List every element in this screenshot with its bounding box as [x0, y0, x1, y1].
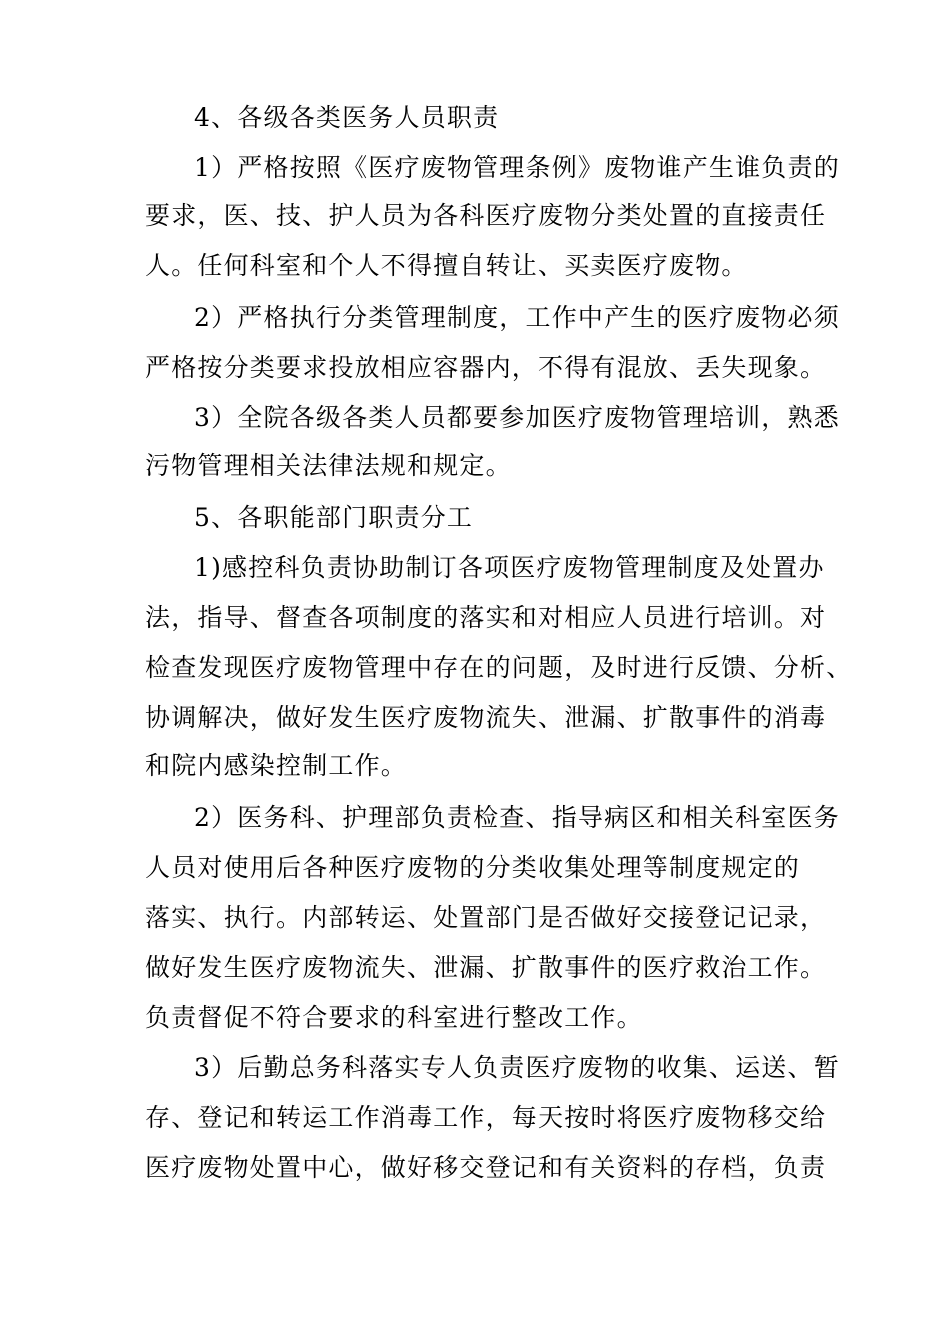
paragraph-line: 1）严格按照《医疗废物管理条例》废物谁产生谁负责的	[194, 153, 840, 182]
paragraph-line: 人。任何科室和个人不得擅自转让、买卖医疗废物。	[145, 251, 748, 280]
paragraph-line: 污物管理相关法律法规和规定。	[145, 451, 512, 480]
paragraph-line: 3）后勤总务科落实专人负责医疗废物的收集、运送、暂	[194, 1053, 840, 1082]
paragraph-line: 落实、执行。内部转运、处置部门是否做好交接登记记录，	[145, 903, 827, 932]
paragraph-line: 人员对使用后各种医疗废物的分类收集处理等制度规定的	[145, 853, 801, 882]
paragraph-line: 2）严格执行分类管理制度，工作中产生的医疗废物必须	[194, 303, 840, 332]
paragraph-line: 存、登记和转运工作消毒工作，每天按时将医疗废物移交给	[145, 1103, 827, 1132]
paragraph-line: 负责督促不符合要求的科室进行整改工作。	[145, 1003, 643, 1032]
paragraph-line: 和院内感染控制工作。	[145, 751, 408, 780]
paragraph-line: 检查发现医疗废物管理中存在的问题，及时进行反馈、分析、	[145, 653, 853, 682]
paragraph-line: 要求，医、技、护人员为各科医疗废物分类处置的直接责任	[145, 201, 827, 230]
paragraph-line: 1)感控科负责协助制订各项医疗废物管理制度及处置办	[194, 553, 825, 582]
section-heading-5: 5、各职能部门职责分工	[194, 503, 474, 532]
paragraph-line: 2）医务科、护理部负责检查、指导病区和相关科室医务	[194, 803, 840, 832]
paragraph-line: 医疗废物处置中心，做好移交登记和有关资料的存档，负责	[145, 1153, 827, 1182]
paragraph-line: 3）全院各级各类人员都要参加医疗废物管理培训，熟悉	[194, 403, 840, 432]
paragraph-line: 协调解决，做好发生医疗废物流失、泄漏、扩散事件的消毒	[145, 703, 827, 732]
paragraph-line: 法，指导、督查各项制度的落实和对相应人员进行培训。对	[145, 603, 827, 632]
section-heading-4: 4、各级各类医务人员职责	[194, 103, 500, 132]
paragraph-line: 做好发生医疗废物流失、泄漏、扩散事件的医疗救治工作。	[145, 953, 827, 982]
paragraph-line: 严格按分类要求投放相应容器内，不得有混放、丢失现象。	[145, 353, 827, 382]
